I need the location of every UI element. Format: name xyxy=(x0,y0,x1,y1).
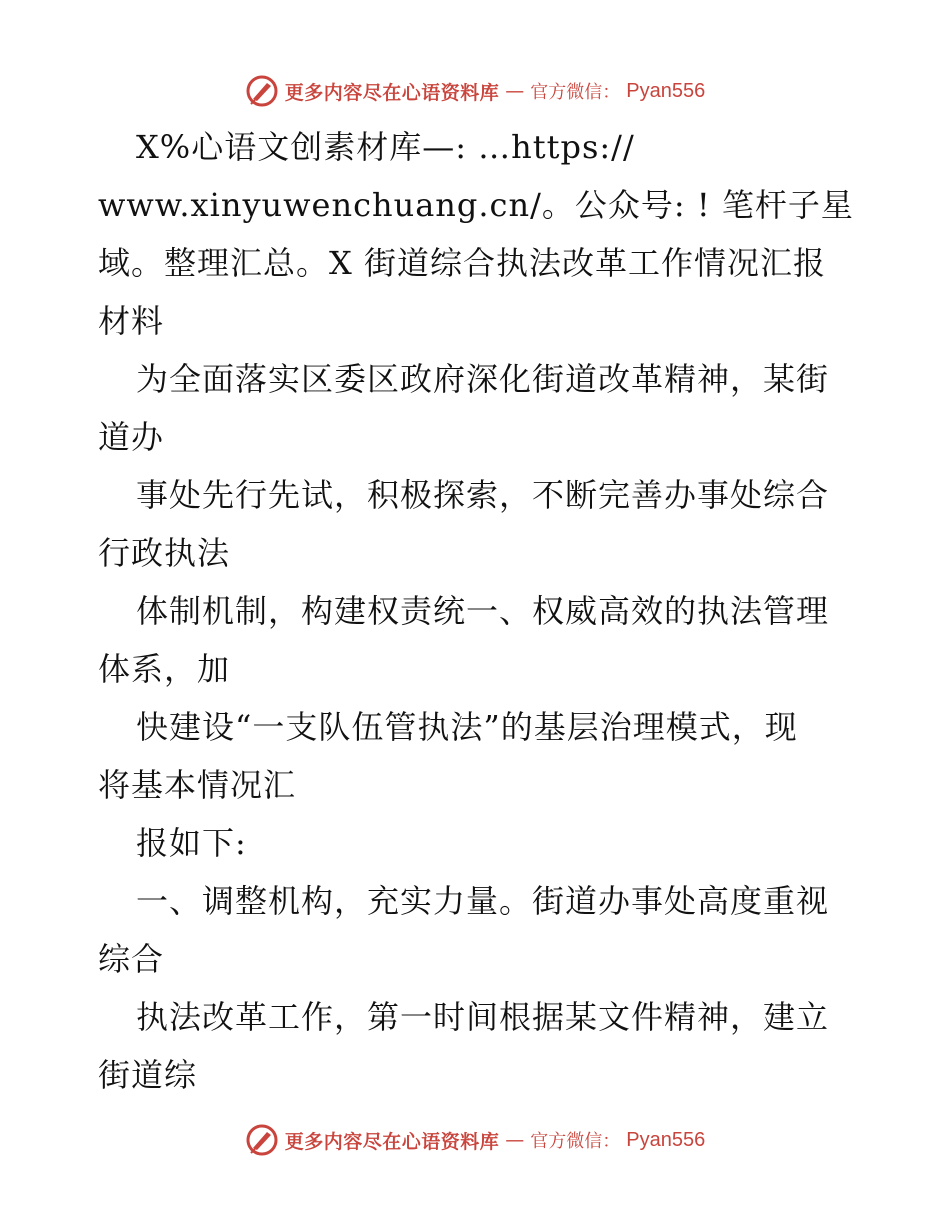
text-line: 报如下: xyxy=(136,824,247,862)
text-line: 执法改革工作，第一时间根据某文件精神，建立 xyxy=(136,998,830,1036)
banner-text: 更多内容尽在心语资料库 xyxy=(284,1130,500,1153)
banner-wechat-id: Pyan556 xyxy=(626,1128,706,1151)
text-line: 道办 xyxy=(98,418,165,456)
text-line: 行政执法 xyxy=(98,534,231,572)
banner-wechat-label: 官方微信： xyxy=(530,1131,621,1152)
text-line: 体制机制，构建权责统一、权威高效的执法管理 xyxy=(136,592,830,630)
banner-wechat-label: 官方微信： xyxy=(530,82,621,103)
banner-separator: — xyxy=(505,1129,525,1151)
text-line: 快建设“一支队伍管执法”的基层治理模式，现 xyxy=(136,708,798,746)
quill-logo-icon xyxy=(245,1123,279,1157)
text-line: www.xinyuwenchuang.cn/。公众号: ! 笔杆子星 xyxy=(98,186,854,224)
banner-wechat-id: Pyan556 xyxy=(626,79,706,102)
text-line: X%心语文创素材库—: …https:// xyxy=(136,128,635,166)
text-line: 将基本情况汇 xyxy=(98,766,297,804)
quill-logo-icon xyxy=(245,74,279,108)
footer-banner xyxy=(0,1118,950,1162)
text-line: 街道综 xyxy=(98,1056,198,1094)
document-body xyxy=(98,118,858,1104)
header-banner xyxy=(0,69,950,113)
banner-separator: — xyxy=(505,80,525,102)
text-line: 材料 xyxy=(98,302,165,340)
text-line: 域。整理汇总。X 街道综合执法改革工作情况汇报 xyxy=(98,244,826,282)
text-line: 一、调整机构，充实力量。街道办事处高度重视 xyxy=(136,882,830,920)
text-line: 事处先行先试，积极探索，不断完善办事处综合 xyxy=(136,476,830,514)
banner-text: 更多内容尽在心语资料库 xyxy=(284,81,500,104)
text-line: 体系，加 xyxy=(98,650,231,688)
text-line: 为全面落实区委区政府深化街道改革精神，某街 xyxy=(136,360,830,398)
text-line: 综合 xyxy=(98,940,165,978)
